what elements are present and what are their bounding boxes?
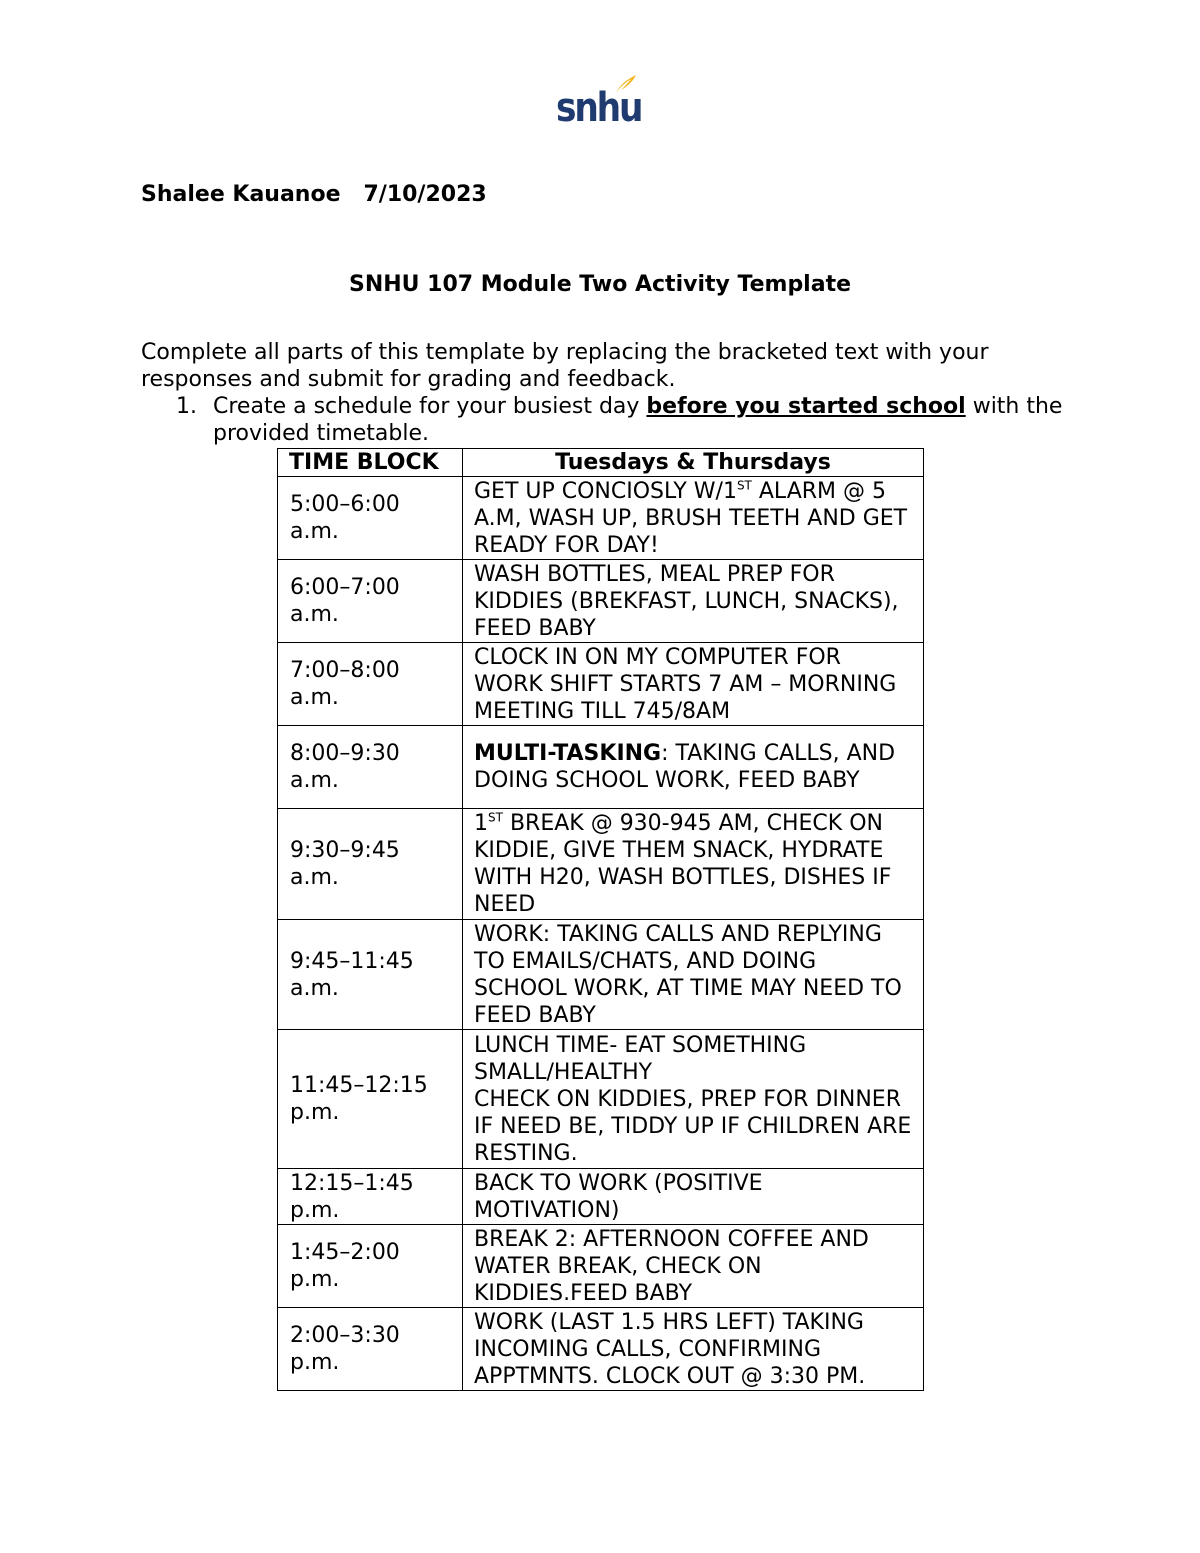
table-row (278, 726, 924, 809)
item-text-post: with the provided timetable. (213, 394, 1063, 446)
activity-cell: BACK TO WORK (POSITIVE MOTIVATION) (463, 1169, 924, 1225)
time-cell: 7:00–8:00 a.m. (278, 643, 463, 726)
time-cell: 1:45–2:00 p.m. (278, 1225, 463, 1308)
activity-cell: WORK: TAKING CALLS AND REPLYING TO EMAILS/CHATS, AND DOING SCHOOL WORK, AT TIME MAY NEED TO FEED BABY (463, 920, 924, 1030)
document-title: SNHU 107 Module Two Activity Template (348, 272, 852, 297)
instructions-text: Complete all parts of this template by replacing the bracketed text with your responses and submit for grading and feedback. (141, 340, 989, 392)
activity-text: LUNCH TIME- EAT SOMETHING SMALL/HEALTHY (474, 1032, 807, 1085)
time-cell: 9:45–11:45 a.m. (278, 920, 463, 1030)
activity-cell: WORK (LAST 1.5 HRS LEFT) TAKING INCOMING CALLS, CONFIRMING APPTMNTS. CLOCK OUT @ 3:30 PM. (463, 1308, 924, 1391)
table-row (278, 1308, 924, 1391)
activity-text: BREAK @ 930-945 AM, CHECK ON KIDDIE, GIVE THEM SNACK, HYDRATE WITH H20, WASH BOTTLES, DISHES IF NEED (474, 811, 892, 917)
activity-cell (463, 1030, 924, 1169)
table-row (278, 1030, 924, 1169)
time-cell: 6:00–7:00 a.m. (278, 560, 463, 643)
activity-text-2: CHECK ON KIDDIES, PREP FOR DINNER IF NEED BE, TIDDY UP IF CHILDREN ARE RESTING. (474, 1086, 912, 1166)
activity-text-pre: 1 (474, 811, 488, 836)
superscript: ST (488, 810, 503, 825)
time-cell: 12:15–1:45 p.m. (278, 1169, 463, 1225)
activity-text-pre: GET UP CONCIOSLY W/1 (474, 478, 737, 504)
table-row (278, 477, 924, 560)
table-header-row (278, 449, 924, 477)
table-row (278, 560, 924, 643)
table-row (278, 920, 924, 1030)
item-text-pre: Create a schedule for your busiest day (213, 394, 647, 419)
list-number: 1. (176, 394, 197, 419)
time-cell: 9:30–9:45 a.m. (278, 809, 463, 920)
time-cell: 8:00–9:30 a.m. (278, 726, 463, 809)
superscript: ST (736, 478, 752, 493)
header-day: Tuesdays & Thursdays (463, 449, 924, 477)
table-row (278, 1169, 924, 1225)
activity-cell: BREAK 2: AFTERNOON COFFEE AND WATER BREAK, CHECK ON KIDDIES.FEED BABY (463, 1225, 924, 1308)
activity-lead: MULTI-TASKING (474, 741, 662, 766)
item-text-emphasis: before you started school (646, 394, 966, 419)
activity-cell (463, 477, 924, 560)
activity-text: ALARM @ 5 A.M, WASH UP, BRUSH TEETH AND GET READY FOR DAY! (474, 478, 908, 558)
snhu-logo (556, 74, 640, 134)
time-cell: 2:00–3:30 p.m. (278, 1308, 463, 1391)
activity-cell: CLOCK IN ON MY COMPUTER FOR WORK SHIFT STARTS 7 AM – MORNING MEETING TILL 745/8AM (463, 643, 924, 726)
activity-cell (463, 809, 924, 920)
header-time-block: TIME BLOCK (278, 449, 463, 477)
schedule-table (277, 448, 924, 1391)
time-cell: 11:45–12:15 p.m. (278, 1030, 463, 1169)
activity-cell: WASH BOTTLES, MEAL PREP FOR KIDDIES (BREKFAST, LUNCH, SNACKS), FEED BABY (463, 560, 924, 643)
activity-cell (463, 726, 924, 809)
table-row (278, 643, 924, 726)
activity-text: : TAKING CALLS, AND DOING SCHOOL WORK, FEED BABY (474, 741, 896, 793)
logo-wordmark: snhu (556, 85, 642, 131)
table-row (278, 809, 924, 920)
list-item-text (213, 393, 1073, 447)
student-name-date: Shalee Kauanoe 7/10/2023 (141, 182, 487, 207)
time-cell: 5:00–6:00 a.m. (278, 477, 463, 560)
table-row (278, 1225, 924, 1308)
